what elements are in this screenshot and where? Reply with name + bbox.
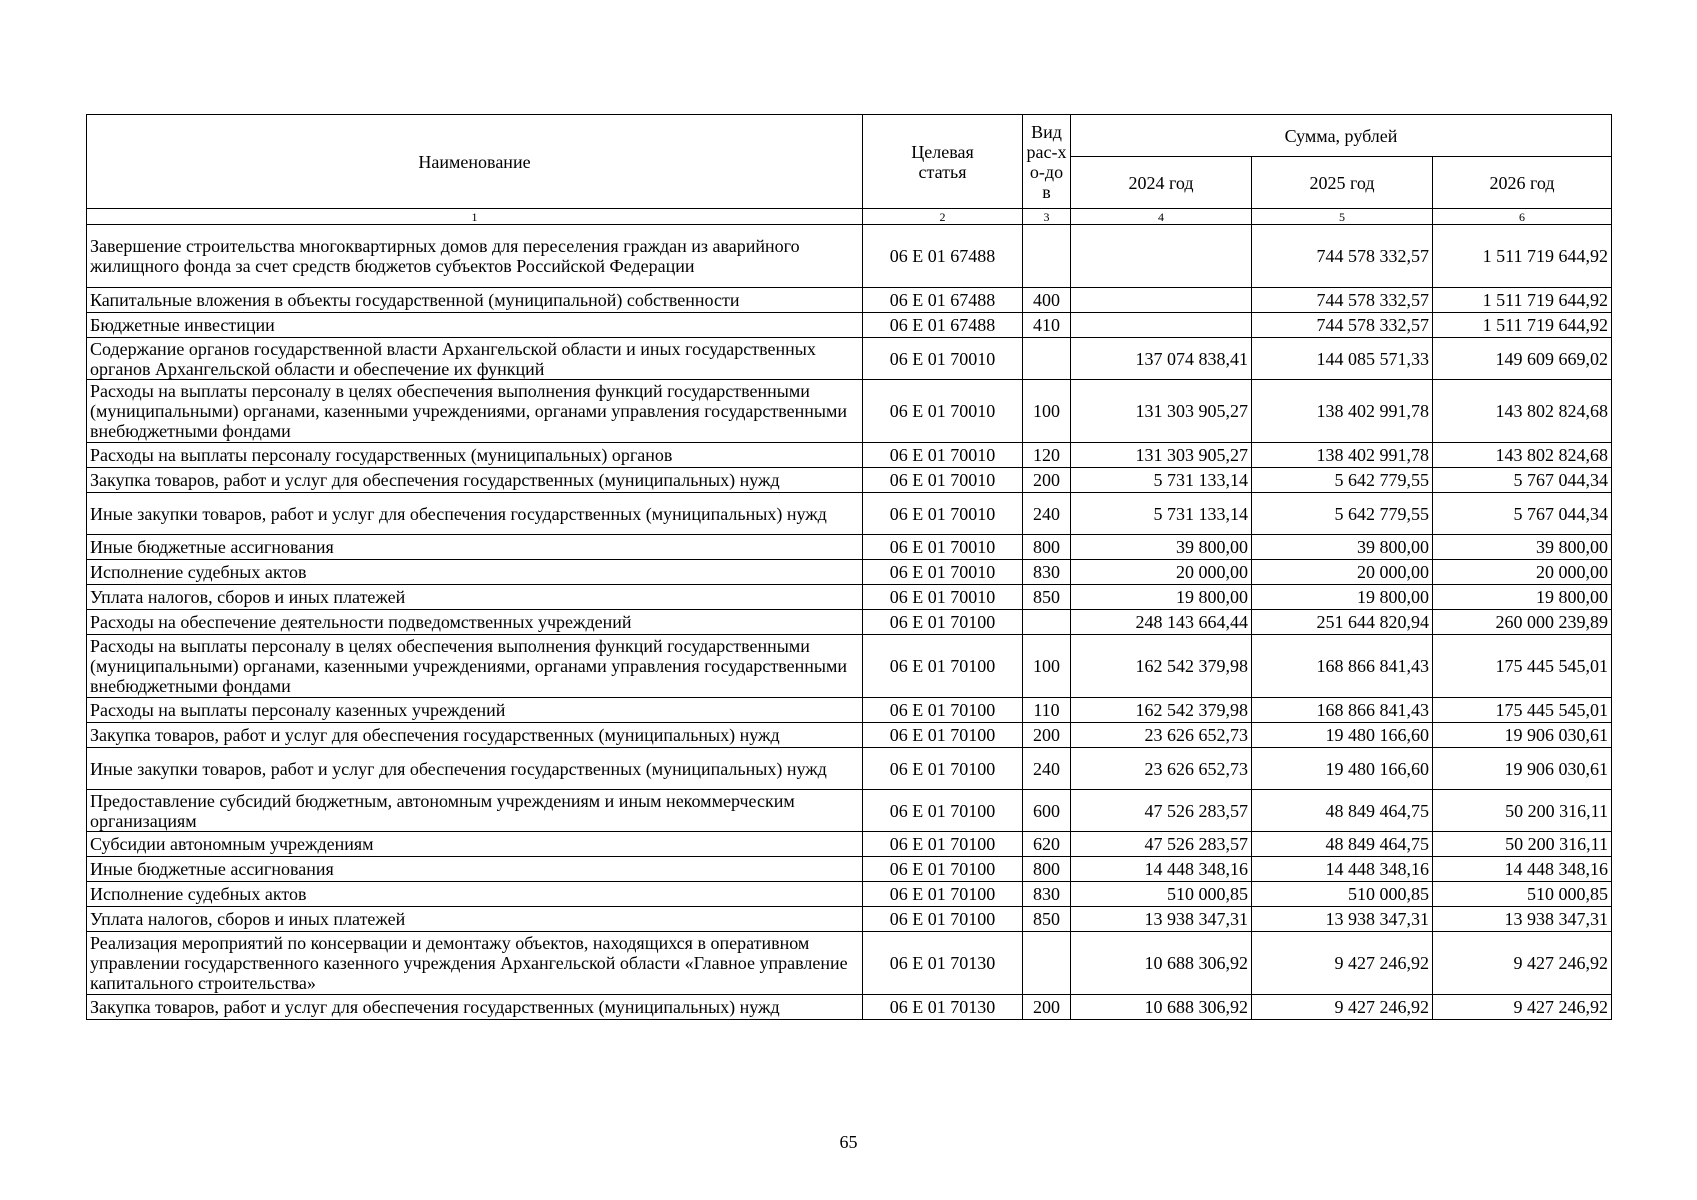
table-row bbox=[87, 535, 1612, 560]
row-target-article: 06 Е 01 70100 bbox=[863, 790, 1023, 832]
row-target-article: 06 Е 01 70010 bbox=[863, 338, 1023, 380]
row-name: Завершение строительства многоквартирных домов для переселения граждан из аварийного жилищного фонда за счет средств бюджетов субъектов Российской Федерации bbox=[87, 225, 863, 288]
table-row bbox=[87, 493, 1612, 535]
row-amount-2025: 744 578 332,57 bbox=[1252, 313, 1433, 338]
header-target-text: Целевая статья bbox=[911, 141, 974, 182]
row-target-article: 06 Е 01 70130 bbox=[863, 932, 1023, 995]
row-amount-2024: 14 448 348,16 bbox=[1071, 857, 1252, 882]
row-amount-2024: 23 626 652,73 bbox=[1071, 748, 1252, 790]
row-amount-2026: 1 511 719 644,92 bbox=[1433, 225, 1612, 288]
row-expense-type: 800 bbox=[1023, 857, 1071, 882]
header-2024: 2024 год bbox=[1071, 157, 1252, 209]
row-name: Исполнение судебных актов bbox=[87, 882, 863, 907]
row-amount-2026: 39 800,00 bbox=[1433, 535, 1612, 560]
row-amount-2025: 14 448 348,16 bbox=[1252, 857, 1433, 882]
row-amount-2024: 5 731 133,14 bbox=[1071, 468, 1252, 493]
row-name: Расходы на выплаты персоналу в целях обеспечения выполнения функций государственными (муниципальными) органами, казенными учреждениями, органами управления государственными внебюджетными фондами bbox=[87, 380, 863, 443]
row-target-article: 06 Е 01 67488 bbox=[863, 288, 1023, 313]
row-target-article: 06 Е 01 70100 bbox=[863, 748, 1023, 790]
row-expense-type: 600 bbox=[1023, 790, 1071, 832]
row-amount-2026: 143 802 824,68 bbox=[1433, 380, 1612, 443]
row-name: Предоставление субсидий бюджетным, автономным учреждениям и иным некоммерческим организациям bbox=[87, 790, 863, 832]
header-2025: 2025 год bbox=[1252, 157, 1433, 209]
row-name: Расходы на выплаты персоналу государственных (муниципальных) органов bbox=[87, 443, 863, 468]
row-amount-2026: 5 767 044,34 bbox=[1433, 493, 1612, 535]
row-expense-type: 850 bbox=[1023, 585, 1071, 610]
table-body bbox=[87, 225, 1612, 1020]
column-number: 4 bbox=[1071, 209, 1252, 225]
column-number: 1 bbox=[87, 209, 863, 225]
row-amount-2025: 9 427 246,92 bbox=[1252, 932, 1433, 995]
row-amount-2024: 248 143 664,44 bbox=[1071, 610, 1252, 635]
row-name: Содержание органов государственной власти Архангельской области и иных государственных органов Архангельской области и обеспечение их функций bbox=[87, 338, 863, 380]
row-amount-2025: 744 578 332,57 bbox=[1252, 225, 1433, 288]
row-target-article: 06 Е 01 70100 bbox=[863, 610, 1023, 635]
row-amount-2025: 744 578 332,57 bbox=[1252, 288, 1433, 313]
column-number: 3 bbox=[1023, 209, 1071, 225]
row-target-article: 06 Е 01 70100 bbox=[863, 857, 1023, 882]
row-expense-type bbox=[1023, 932, 1071, 995]
row-name: Закупка товаров, работ и услуг для обеспечения государственных (муниципальных) нужд bbox=[87, 723, 863, 748]
row-amount-2025: 39 800,00 bbox=[1252, 535, 1433, 560]
row-amount-2026: 13 938 347,31 bbox=[1433, 907, 1612, 932]
row-amount-2026: 50 200 316,11 bbox=[1433, 832, 1612, 857]
row-expense-type: 400 bbox=[1023, 288, 1071, 313]
row-amount-2024 bbox=[1071, 313, 1252, 338]
row-name: Исполнение судебных актов bbox=[87, 560, 863, 585]
table-row bbox=[87, 225, 1612, 288]
row-expense-type: 200 bbox=[1023, 723, 1071, 748]
table-row bbox=[87, 288, 1612, 313]
table-row bbox=[87, 748, 1612, 790]
row-amount-2026: 9 427 246,92 bbox=[1433, 995, 1612, 1020]
row-amount-2026: 1 511 719 644,92 bbox=[1433, 313, 1612, 338]
row-amount-2025: 19 480 166,60 bbox=[1252, 723, 1433, 748]
row-target-article: 06 Е 01 70100 bbox=[863, 907, 1023, 932]
row-amount-2024: 13 938 347,31 bbox=[1071, 907, 1252, 932]
row-amount-2024 bbox=[1071, 288, 1252, 313]
table-row bbox=[87, 698, 1612, 723]
row-amount-2024: 10 688 306,92 bbox=[1071, 995, 1252, 1020]
header-target-article bbox=[863, 115, 1023, 209]
column-number: 5 bbox=[1252, 209, 1433, 225]
row-amount-2026: 20 000,00 bbox=[1433, 560, 1612, 585]
row-expense-type: 830 bbox=[1023, 560, 1071, 585]
row-target-article: 06 Е 01 70100 bbox=[863, 882, 1023, 907]
row-amount-2024: 23 626 652,73 bbox=[1071, 723, 1252, 748]
row-expense-type: 120 bbox=[1023, 443, 1071, 468]
row-name: Иные закупки товаров, работ и услуг для обеспечения государственных (муниципальных) нужд bbox=[87, 748, 863, 790]
row-amount-2025: 168 866 841,43 bbox=[1252, 698, 1433, 723]
table-row bbox=[87, 907, 1612, 932]
row-expense-type: 800 bbox=[1023, 535, 1071, 560]
header-2026: 2026 год bbox=[1433, 157, 1612, 209]
table-row bbox=[87, 313, 1612, 338]
row-expense-type: 850 bbox=[1023, 907, 1071, 932]
table-row bbox=[87, 995, 1612, 1020]
table-row bbox=[87, 932, 1612, 995]
row-amount-2026: 50 200 316,11 bbox=[1433, 790, 1612, 832]
row-amount-2025: 144 085 571,33 bbox=[1252, 338, 1433, 380]
table-row bbox=[87, 338, 1612, 380]
row-target-article: 06 Е 01 70010 bbox=[863, 535, 1023, 560]
row-amount-2024 bbox=[1071, 225, 1252, 288]
row-amount-2024: 162 542 379,98 bbox=[1071, 635, 1252, 698]
row-target-article: 06 Е 01 70010 bbox=[863, 585, 1023, 610]
row-amount-2024: 39 800,00 bbox=[1071, 535, 1252, 560]
row-target-article: 06 Е 01 70010 bbox=[863, 560, 1023, 585]
row-amount-2026: 510 000,85 bbox=[1433, 882, 1612, 907]
row-expense-type: 830 bbox=[1023, 882, 1071, 907]
column-number-row bbox=[87, 209, 1612, 225]
table-row bbox=[87, 443, 1612, 468]
row-expense-type: 200 bbox=[1023, 468, 1071, 493]
row-name: Уплата налогов, сборов и иных платежей bbox=[87, 585, 863, 610]
row-expense-type: 100 bbox=[1023, 635, 1071, 698]
table-row bbox=[87, 468, 1612, 493]
row-amount-2025: 19 800,00 bbox=[1252, 585, 1433, 610]
row-amount-2026: 1 511 719 644,92 bbox=[1433, 288, 1612, 313]
page-number: 65 bbox=[839, 1132, 858, 1152]
row-expense-type bbox=[1023, 225, 1071, 288]
row-amount-2024: 20 000,00 bbox=[1071, 560, 1252, 585]
row-name: Закупка товаров, работ и услуг для обеспечения государственных (муниципальных) нужд bbox=[87, 468, 863, 493]
row-amount-2026: 14 448 348,16 bbox=[1433, 857, 1612, 882]
table-row bbox=[87, 723, 1612, 748]
table-row bbox=[87, 560, 1612, 585]
budget-table bbox=[86, 114, 1612, 1020]
row-amount-2025: 510 000,85 bbox=[1252, 882, 1433, 907]
row-amount-2025: 138 402 991,78 bbox=[1252, 443, 1433, 468]
table-row bbox=[87, 857, 1612, 882]
row-target-article: 06 Е 01 70010 bbox=[863, 380, 1023, 443]
row-amount-2024: 131 303 905,27 bbox=[1071, 380, 1252, 443]
row-amount-2025: 251 644 820,94 bbox=[1252, 610, 1433, 635]
table-row bbox=[87, 832, 1612, 857]
row-expense-type: 240 bbox=[1023, 493, 1071, 535]
row-amount-2025: 9 427 246,92 bbox=[1252, 995, 1433, 1020]
row-name: Расходы на обеспечение деятельности подведомственных учреждений bbox=[87, 610, 863, 635]
row-name: Реализация мероприятий по консервации и демонтажу объектов, находящихся в оперативном управлении государственного казенного учреждения Архангельской области «Главное управление капитального строительства» bbox=[87, 932, 863, 995]
row-target-article: 06 Е 01 67488 bbox=[863, 225, 1023, 288]
row-target-article: 06 Е 01 70100 bbox=[863, 698, 1023, 723]
row-amount-2025: 138 402 991,78 bbox=[1252, 380, 1433, 443]
row-amount-2026: 19 800,00 bbox=[1433, 585, 1612, 610]
row-name: Капитальные вложения в объекты государственной (муниципальной) собственности bbox=[87, 288, 863, 313]
row-amount-2026: 5 767 044,34 bbox=[1433, 468, 1612, 493]
row-amount-2026: 260 000 239,89 bbox=[1433, 610, 1612, 635]
row-amount-2026: 175 445 545,01 bbox=[1433, 635, 1612, 698]
row-amount-2024: 131 303 905,27 bbox=[1071, 443, 1252, 468]
table-row bbox=[87, 790, 1612, 832]
header-vid-text: Вид рас-хо-дов bbox=[1026, 121, 1067, 202]
row-amount-2026: 175 445 545,01 bbox=[1433, 698, 1612, 723]
row-name: Иные закупки товаров, работ и услуг для обеспечения государственных (муниципальных) нужд bbox=[87, 493, 863, 535]
row-expense-type bbox=[1023, 610, 1071, 635]
row-amount-2024: 137 074 838,41 bbox=[1071, 338, 1252, 380]
column-number: 2 bbox=[863, 209, 1023, 225]
row-amount-2025: 5 642 779,55 bbox=[1252, 468, 1433, 493]
row-target-article: 06 Е 01 70010 bbox=[863, 493, 1023, 535]
row-expense-type: 410 bbox=[1023, 313, 1071, 338]
header-name: Наименование bbox=[87, 115, 863, 209]
table-row bbox=[87, 380, 1612, 443]
row-amount-2025: 48 849 464,75 bbox=[1252, 790, 1433, 832]
row-amount-2026: 19 906 030,61 bbox=[1433, 723, 1612, 748]
row-name: Бюджетные инвестиции bbox=[87, 313, 863, 338]
row-amount-2024: 19 800,00 bbox=[1071, 585, 1252, 610]
row-name: Закупка товаров, работ и услуг для обеспечения государственных (муниципальных) нужд bbox=[87, 995, 863, 1020]
row-amount-2025: 20 000,00 bbox=[1252, 560, 1433, 585]
row-name: Иные бюджетные ассигнования bbox=[87, 535, 863, 560]
table-row bbox=[87, 585, 1612, 610]
column-number: 6 bbox=[1433, 209, 1612, 225]
table-header bbox=[87, 115, 1612, 225]
header-sum: Сумма, рублей bbox=[1071, 115, 1612, 157]
row-amount-2024: 162 542 379,98 bbox=[1071, 698, 1252, 723]
row-target-article: 06 Е 01 70010 bbox=[863, 443, 1023, 468]
row-amount-2025: 13 938 347,31 bbox=[1252, 907, 1433, 932]
row-target-article: 06 Е 01 67488 bbox=[863, 313, 1023, 338]
row-expense-type: 240 bbox=[1023, 748, 1071, 790]
row-expense-type: 620 bbox=[1023, 832, 1071, 857]
row-name: Субсидии автономным учреждениям bbox=[87, 832, 863, 857]
row-expense-type: 110 bbox=[1023, 698, 1071, 723]
table-row bbox=[87, 882, 1612, 907]
row-amount-2024: 47 526 283,57 bbox=[1071, 790, 1252, 832]
row-amount-2026: 19 906 030,61 bbox=[1433, 748, 1612, 790]
row-amount-2024: 5 731 133,14 bbox=[1071, 493, 1252, 535]
row-amount-2025: 48 849 464,75 bbox=[1252, 832, 1433, 857]
row-target-article: 06 Е 01 70010 bbox=[863, 468, 1023, 493]
row-name: Иные бюджетные ассигнования bbox=[87, 857, 863, 882]
row-expense-type: 200 bbox=[1023, 995, 1071, 1020]
row-target-article: 06 Е 01 70100 bbox=[863, 723, 1023, 748]
table-row bbox=[87, 610, 1612, 635]
row-name: Расходы на выплаты персоналу в целях обеспечения выполнения функций государственными (муниципальными) органами, казенными учреждениями, органами управления государственными внебюджетными фондами bbox=[87, 635, 863, 698]
header-expense-type bbox=[1023, 115, 1071, 209]
row-amount-2024: 510 000,85 bbox=[1071, 882, 1252, 907]
row-amount-2026: 143 802 824,68 bbox=[1433, 443, 1612, 468]
row-amount-2024: 47 526 283,57 bbox=[1071, 832, 1252, 857]
row-target-article: 06 Е 01 70100 bbox=[863, 832, 1023, 857]
row-target-article: 06 Е 01 70100 bbox=[863, 635, 1023, 698]
row-amount-2026: 9 427 246,92 bbox=[1433, 932, 1612, 995]
row-name: Уплата налогов, сборов и иных платежей bbox=[87, 907, 863, 932]
row-amount-2025: 5 642 779,55 bbox=[1252, 493, 1433, 535]
row-expense-type bbox=[1023, 338, 1071, 380]
row-target-article: 06 Е 01 70130 bbox=[863, 995, 1023, 1020]
row-amount-2024: 10 688 306,92 bbox=[1071, 932, 1252, 995]
row-amount-2026: 149 609 669,02 bbox=[1433, 338, 1612, 380]
row-amount-2025: 19 480 166,60 bbox=[1252, 748, 1433, 790]
table-row bbox=[87, 635, 1612, 698]
row-amount-2025: 168 866 841,43 bbox=[1252, 635, 1433, 698]
row-name: Расходы на выплаты персоналу казенных учреждений bbox=[87, 698, 863, 723]
row-expense-type: 100 bbox=[1023, 380, 1071, 443]
